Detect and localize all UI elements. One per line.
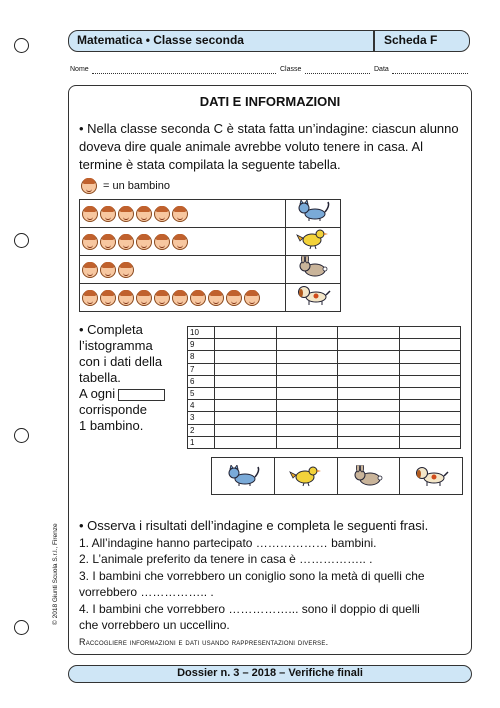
child-face-icon — [226, 290, 242, 306]
child-face-icon — [82, 262, 98, 278]
histogram-cell[interactable] — [276, 339, 338, 351]
header-bar — [68, 30, 470, 52]
y-tick-label: 2 — [188, 424, 215, 436]
child-face-icon — [154, 234, 170, 250]
histogram-cell[interactable] — [338, 400, 400, 412]
footer-bar — [68, 665, 472, 683]
child-face-icon — [190, 290, 206, 306]
binder-hole — [14, 428, 29, 443]
observe-section — [79, 518, 469, 650]
histogram-row — [188, 387, 461, 399]
y-tick-label: 5 — [188, 387, 215, 399]
name-label: Nome — [70, 66, 89, 73]
y-tick-label: 8 — [188, 351, 215, 363]
histogram-cell[interactable] — [399, 351, 461, 363]
sentence-line: che vorrebbero un uccellino. — [79, 618, 230, 632]
histogram-cell[interactable] — [215, 436, 277, 448]
histogram-cell[interactable] — [338, 351, 400, 363]
child-face-icon — [244, 290, 260, 306]
histogram-row — [188, 351, 461, 363]
child-face-icon — [100, 234, 116, 250]
cat-icon — [294, 200, 332, 227]
histogram-cell[interactable] — [399, 424, 461, 436]
observe-lead: • Osserva i risultati dell’indagine e completa le seguenti frasi. — [79, 518, 429, 533]
histogram-cell[interactable] — [215, 400, 277, 412]
faces-cell — [80, 228, 286, 256]
sentence-line: 1. All’indagine hanno partecipato ……………… bambini. — [79, 535, 377, 550]
histogram-cell[interactable] — [399, 412, 461, 424]
child-face-icon — [100, 290, 116, 306]
worksheet-frame — [68, 85, 472, 655]
faces-cell — [80, 200, 286, 228]
histogram-cell[interactable] — [276, 400, 338, 412]
binder-hole — [14, 233, 29, 248]
histogram-row — [188, 436, 461, 448]
bird-icon — [275, 458, 338, 494]
y-tick-label: 4 — [188, 400, 215, 412]
histogram-row — [188, 327, 461, 339]
child-face-icon — [100, 262, 116, 278]
instruction-line: A ogni — [79, 386, 189, 402]
instruction-line: • Completa — [79, 322, 143, 337]
histogram-grid[interactable] — [187, 326, 461, 449]
objective-footnote: Raccogliere informazioni e dati usando rappresentazioni diverse. — [79, 636, 329, 647]
histogram-cell[interactable] — [215, 424, 277, 436]
histogram-cell[interactable] — [215, 339, 277, 351]
child-face-icon — [172, 206, 188, 222]
child-face-icon — [82, 206, 98, 222]
child-face-icon — [100, 206, 116, 222]
animal-cell — [285, 200, 340, 228]
binder-hole — [14, 620, 29, 635]
animal-cell — [285, 228, 340, 256]
y-tick-label: 6 — [188, 375, 215, 387]
dog-icon — [294, 284, 332, 311]
histogram-cell[interactable] — [215, 327, 277, 339]
histogram-cell[interactable] — [276, 424, 338, 436]
instruction-line: tabella. — [79, 370, 121, 385]
sentence-line: vorrebbero …………….. . — [79, 585, 214, 599]
histogram-cell[interactable] — [215, 412, 277, 424]
histogram-cell[interactable] — [338, 327, 400, 339]
histogram-cell[interactable] — [338, 375, 400, 387]
child-face-icon — [136, 206, 152, 222]
histogram-cell[interactable] — [276, 387, 338, 399]
histogram-row — [188, 363, 461, 375]
copyright-credit: © 2018 Giunti Scuola S.r.l., Firenze — [52, 523, 59, 625]
histogram-row — [188, 339, 461, 351]
survey-row — [80, 228, 341, 256]
survey-table — [79, 199, 341, 312]
child-face-icon — [118, 262, 134, 278]
child-face-icon — [154, 290, 170, 306]
animal-cell — [285, 256, 340, 284]
binder-hole — [14, 38, 29, 53]
intro-text: • Nella classe seconda C è stata fatta un’indagine: ciascun alunno doveva dire quale animale avrebbe voluto tenere in casa. Al termine è stata compilata la seguente tabella. — [79, 121, 459, 172]
class-label: Classe — [280, 66, 302, 73]
histogram-cell[interactable] — [215, 363, 277, 375]
histogram-row — [188, 424, 461, 436]
histogram-cell[interactable] — [338, 424, 400, 436]
sentence-line: 3. I bambini che vorrebbero un coniglio sono la metà di quelli che — [79, 568, 425, 583]
sentence-line: 2. L’animale preferito da tenere in casa è …………….. . — [79, 552, 373, 566]
histogram-cell[interactable] — [215, 375, 277, 387]
section-title: DATI E INFORMAZIONI — [199, 94, 341, 109]
faces-cell — [80, 256, 286, 284]
child-face-icon — [81, 178, 97, 194]
rabbit-icon — [338, 458, 401, 494]
histogram-cell[interactable] — [276, 436, 338, 448]
y-tick-label: 9 — [188, 339, 215, 351]
y-tick-label: 10 — [188, 327, 215, 339]
survey-row — [80, 256, 341, 284]
histogram-cell[interactable] — [215, 387, 277, 399]
child-face-icon — [208, 290, 224, 306]
name-field[interactable] — [92, 73, 276, 74]
child-face-icon — [136, 234, 152, 250]
date-field[interactable] — [392, 73, 468, 74]
histogram-row — [188, 412, 461, 424]
child-face-icon — [82, 234, 98, 250]
footer-text: Dossier n. 3 – 2018 – Verifiche finali — [177, 667, 363, 679]
y-tick-label: 3 — [188, 412, 215, 424]
y-tick-label: 7 — [188, 363, 215, 375]
survey-row — [80, 200, 341, 228]
dog-icon — [400, 458, 462, 494]
histogram-cell[interactable] — [399, 363, 461, 375]
histogram-cell[interactable] — [276, 327, 338, 339]
child-face-icon — [82, 290, 98, 306]
histogram-animal-row — [211, 457, 463, 495]
instruction-line: 1 bambino. — [79, 418, 144, 433]
child-face-icon — [172, 290, 188, 306]
sheet-label: Scheda F — [384, 33, 438, 47]
instruction-line: l’istogramma — [79, 338, 153, 353]
legend — [81, 178, 170, 194]
histogram-cell[interactable] — [338, 363, 400, 375]
blank-box[interactable] — [118, 389, 165, 401]
histogram-cell[interactable] — [276, 375, 338, 387]
histogram-cell[interactable] — [276, 412, 338, 424]
histogram-cell[interactable] — [338, 339, 400, 351]
sentence-line: 4. I bambini che vorrebbero ……………... sono il doppio di quelli — [79, 601, 420, 616]
histogram-cell[interactable] — [276, 351, 338, 363]
survey-row — [80, 284, 341, 312]
histogram-cell[interactable] — [215, 351, 277, 363]
child-face-icon — [118, 206, 134, 222]
child-face-icon — [118, 290, 134, 306]
histogram-cell[interactable] — [338, 412, 400, 424]
animal-cell — [285, 284, 340, 312]
histogram-cell[interactable] — [399, 339, 461, 351]
y-tick-label: 1 — [188, 436, 215, 448]
histogram-cell[interactable] — [276, 363, 338, 375]
histogram-cell[interactable] — [338, 387, 400, 399]
histogram-cell[interactable] — [399, 375, 461, 387]
class-field[interactable] — [305, 73, 370, 74]
instruction-line: con i dati della — [79, 354, 163, 369]
histogram-cell[interactable] — [399, 436, 461, 448]
child-face-icon — [154, 206, 170, 222]
histogram-row — [188, 400, 461, 412]
child-face-icon — [172, 234, 188, 250]
child-face-icon — [118, 234, 134, 250]
instruction-line: corrisponde — [79, 402, 147, 417]
histogram-cell[interactable] — [399, 327, 461, 339]
histogram-cell[interactable] — [399, 400, 461, 412]
subject-title: Matematica • Classe seconda — [77, 33, 244, 47]
child-face-icon — [136, 290, 152, 306]
histogram-instructions — [79, 322, 189, 434]
date-label: Data — [374, 66, 389, 73]
faces-cell — [80, 284, 286, 312]
legend-text: = un bambino — [103, 180, 170, 192]
cat-icon — [212, 458, 275, 494]
bird-icon — [294, 228, 332, 255]
rabbit-icon — [294, 256, 332, 283]
histogram-cell[interactable] — [338, 436, 400, 448]
histogram-row — [188, 375, 461, 387]
header-divider — [373, 31, 375, 51]
histogram-cell[interactable] — [399, 387, 461, 399]
